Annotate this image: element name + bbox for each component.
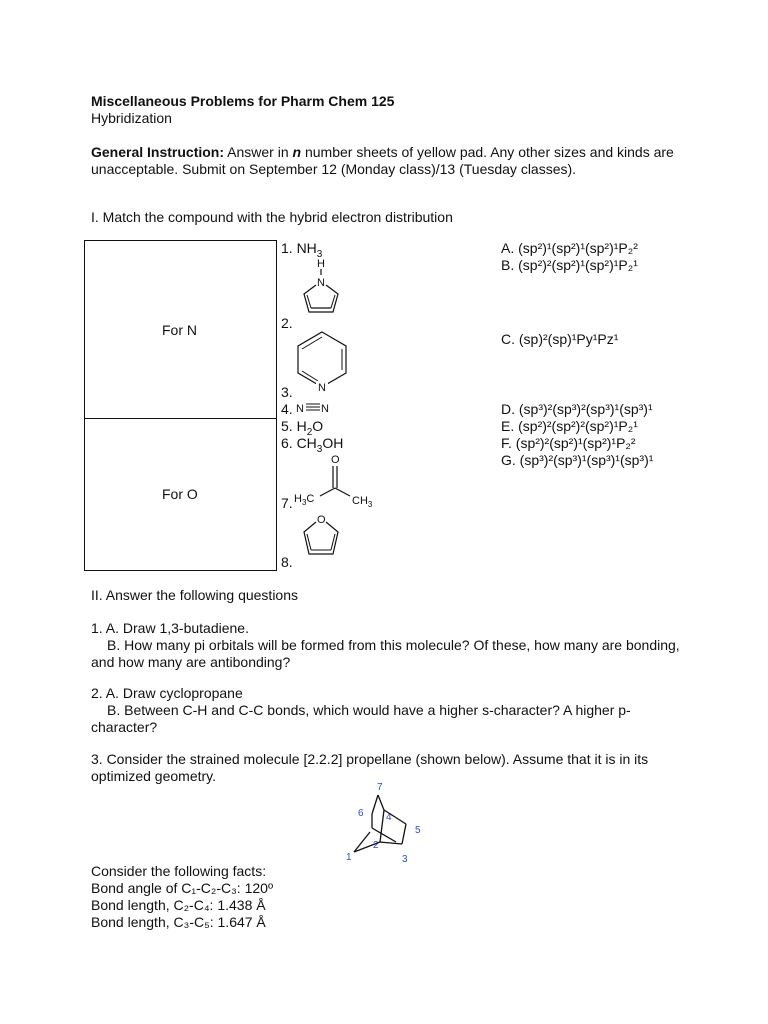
fact-bond-angle: Bond angle of C₁-C₂-C₃: 120º bbox=[91, 880, 274, 896]
option-d: D. (sp³)²(sp³)²(sp³)¹(sp³)¹ bbox=[501, 401, 653, 417]
box-for-o-label: For O bbox=[162, 486, 198, 502]
instruction-line2: unacceptable. Submit on September 12 (Monday class)/13 (Tuesday classes). bbox=[91, 161, 577, 177]
pyrrole-structure bbox=[298, 256, 348, 322]
page-title: Miscellaneous Problems for Pharm Chem 125 bbox=[91, 93, 395, 109]
question-1b-cont: and how many are antibonding? bbox=[91, 654, 291, 670]
option-f: F. (sp²)²(sp²)¹(sp²)¹P₂² bbox=[501, 435, 636, 451]
dinitrogen-structure bbox=[296, 400, 336, 416]
box-for-n bbox=[84, 240, 277, 420]
question-1a: 1. A. Draw 1,3-butadiene. bbox=[91, 620, 249, 636]
furan-structure bbox=[298, 512, 348, 562]
question-3: 3. Consider the strained molecule [2.2.2] propellane (shown below). Assume that it is in its bbox=[91, 751, 649, 767]
acetone-structure bbox=[292, 452, 382, 510]
part2-heading: II. Answer the following questions bbox=[91, 587, 299, 603]
question-2b: B. Between C-H and C-C bonds, which would have a higher s-character? A higher p- bbox=[107, 702, 631, 718]
acetone-o-label: O bbox=[331, 454, 340, 466]
option-g: G. (sp³)²(sp³)¹(sp³)¹(sp³)¹ bbox=[501, 452, 654, 468]
fact-bond-length-c3-c5: Bond length, C₃-C₅: 1.647 Å bbox=[91, 914, 266, 930]
box-for-o bbox=[84, 418, 277, 571]
general-instruction: General Instruction: Answer in n number sheets of yellow pad. Any other sizes and kinds are bbox=[91, 144, 674, 160]
option-b: B. (sp²)²(sp²)¹(sp²)¹P₂¹ bbox=[501, 257, 638, 273]
carbon-label-6: 6 bbox=[358, 808, 364, 819]
box-for-n-label: For N bbox=[162, 322, 197, 338]
option-a: A. (sp²)¹(sp²)¹(sp²)¹P₂² bbox=[501, 240, 638, 256]
page-subtitle: Hybridization bbox=[91, 110, 172, 126]
question-3-cont: optimized geometry. bbox=[91, 768, 217, 784]
compound-4: 4. bbox=[281, 401, 293, 417]
carbon-label-3: 3 bbox=[402, 854, 408, 865]
question-1b: B. How many pi orbitals will be formed from this molecule? Of these, how many are bonding, bbox=[107, 637, 680, 653]
acetone-ch3-label: $CH_3$ bbox=[352, 495, 373, 509]
furan-o-label: O bbox=[317, 514, 326, 526]
option-c: C. (sp)²(sp)¹Py¹Pz¹ bbox=[501, 331, 619, 347]
question-2b-cont: character? bbox=[91, 719, 158, 735]
compound-2: 2. bbox=[281, 315, 293, 331]
pyrrole-h-label: H bbox=[317, 258, 325, 270]
carbon-label-7: 7 bbox=[377, 782, 383, 793]
acetone-h3c-label: $H_3C$ bbox=[294, 493, 315, 507]
svg-text:N: N bbox=[321, 403, 329, 415]
compound-1: 1. $NH_3$ bbox=[281, 240, 323, 260]
carbon-label-5: 5 bbox=[415, 825, 421, 836]
svg-text:N: N bbox=[296, 403, 304, 415]
pyrrole-n-label: N bbox=[317, 277, 325, 289]
carbon-label-2: 2 bbox=[373, 840, 379, 851]
compound-3: 3. bbox=[281, 384, 293, 400]
compound-6: 6. $CH_3OH$ bbox=[281, 435, 344, 455]
part1-heading: I. Match the compound with the hybrid electron distribution bbox=[91, 209, 453, 225]
instruction-label: General Instruction: bbox=[91, 144, 225, 160]
compound-7: 7. bbox=[281, 495, 293, 511]
pyridine-structure bbox=[288, 328, 358, 396]
propellane-structure bbox=[340, 780, 440, 866]
carbon-label-4: 4 bbox=[386, 812, 392, 823]
compound-8: 8. bbox=[281, 554, 293, 570]
fact-bond-length-c2-c4: Bond length, C₂-C₄: 1.438 Å bbox=[91, 897, 266, 913]
compound-5: 5. $H_2O$ bbox=[281, 418, 324, 438]
question-2a: 2. A. Draw cyclopropane bbox=[91, 685, 243, 701]
option-e: E. (sp²)²(sp²)²(sp²)¹P₂¹ bbox=[501, 418, 638, 434]
pyridine-n-label: N bbox=[318, 382, 326, 394]
facts-heading: Consider the following facts: bbox=[91, 863, 267, 879]
carbon-label-1: 1 bbox=[346, 852, 352, 863]
